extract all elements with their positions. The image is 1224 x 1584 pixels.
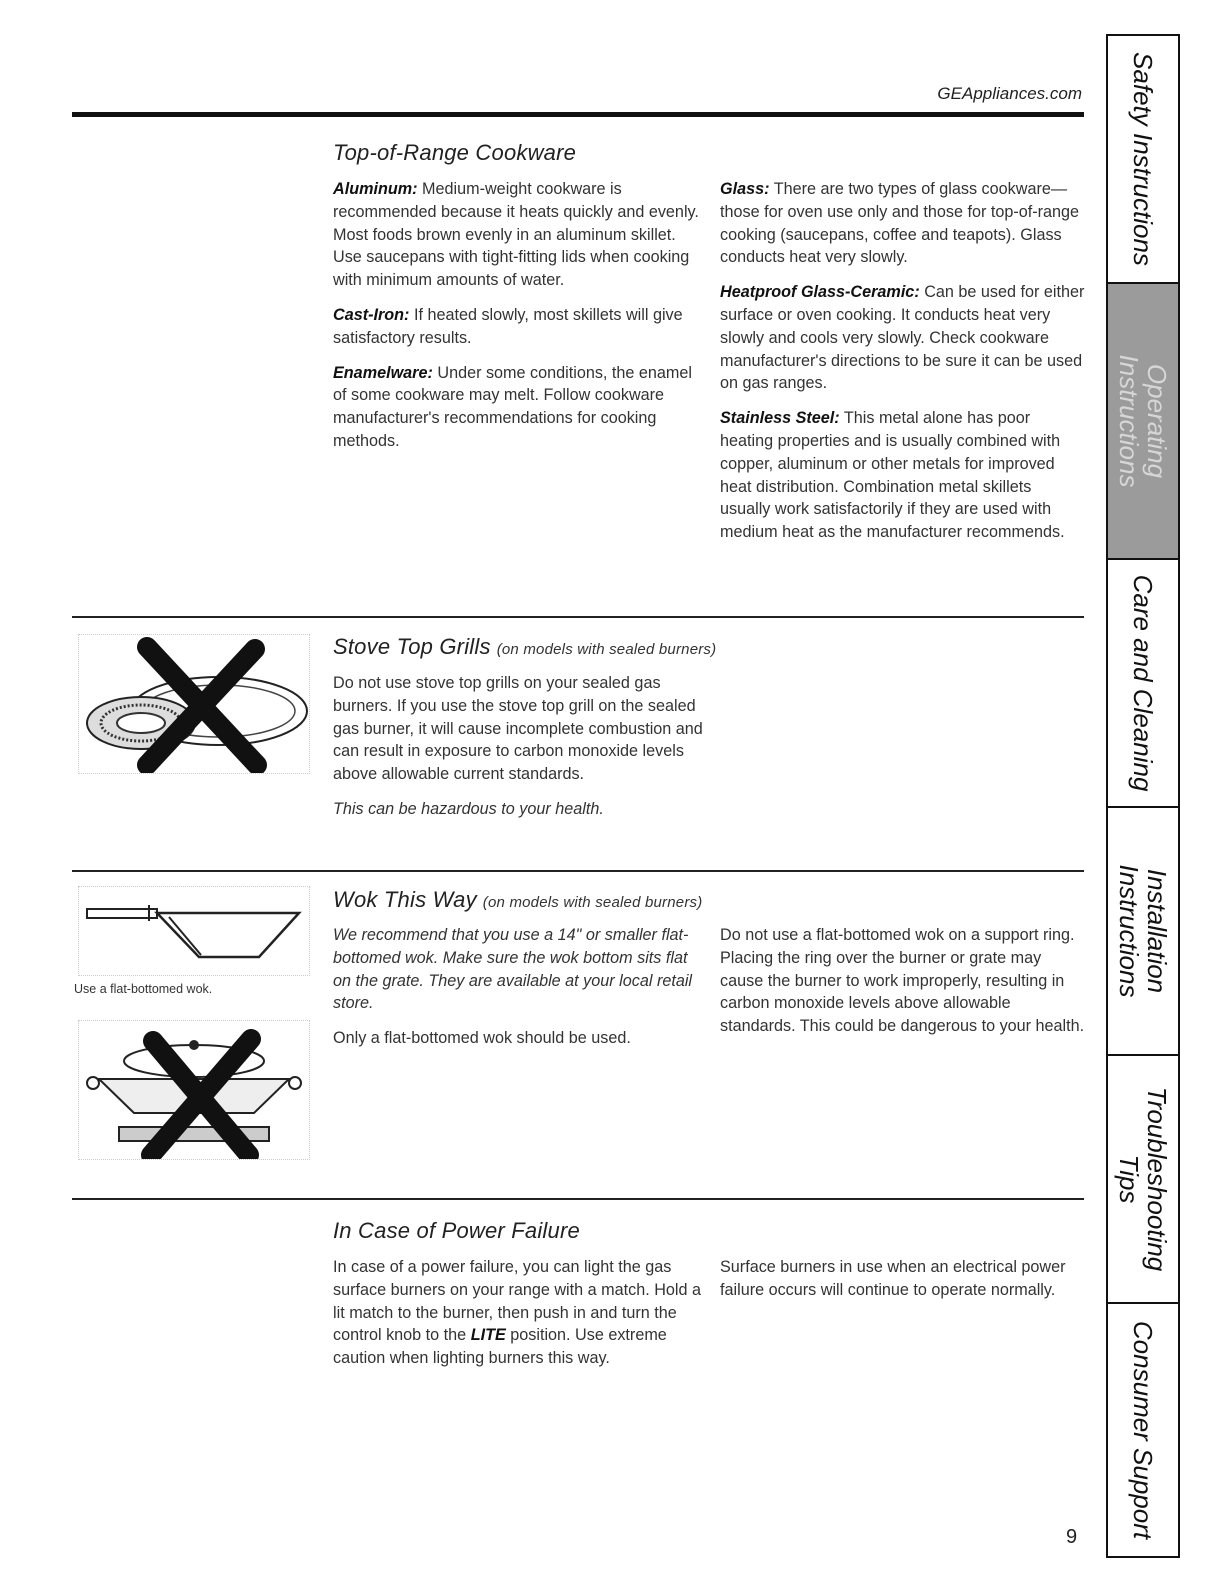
grills-text: Do not use stove top grills on your sealed gas burners. If you use the stove top grill on the sealed gas burner, it will cause incomplete combustion and can result in exposure to carbon monoxide levels above allowable current standards. — [333, 674, 703, 784]
page-number: 9 — [1066, 1526, 1078, 1548]
tab-consumer-support[interactable] — [1108, 1304, 1178, 1558]
grills-title-text: Stove Top Grills — [333, 634, 491, 659]
wok-warning: Do not use a flat-bottomed wok on a support ring. Placing the ring over the burner or grate may cause the burner to work improperly, resulting in carbon monoxide levels above allowable standards. This could be dangerous to your health. — [720, 926, 1085, 1036]
grills-title — [333, 634, 716, 660]
wok-title-text: Wok This Way — [333, 887, 477, 912]
site-url: GEAppliances.com — [937, 84, 1082, 103]
power-col2-text: Surface burners in use when an electrical power failure occurs will continue to operate normally. — [720, 1258, 1066, 1299]
cookware-col1 — [333, 178, 703, 453]
glass-ceramic-text: Can be used for either surface or oven cooking. It conducts heat very slowly and cools very slowly. Check cookware manufacturer's directions to be sure it can be used on gas ranges. — [720, 283, 1085, 393]
glass-ceramic-label: Heatproof Glass-Ceramic: — [720, 283, 920, 302]
power-col1 — [333, 1256, 703, 1370]
crossed-out-wok-icon — [79, 1021, 309, 1159]
power-text — [333, 1256, 703, 1370]
tab-label: Safety Instructions — [1128, 52, 1158, 266]
power-text-before: In case of a power failure, you can light the gas surface burners on your range with a match. Hold a lit match to the burner, then push in and turn the control knob to the — [333, 1258, 702, 1345]
enamelware-paragraph — [333, 362, 703, 453]
cast-iron-paragraph — [333, 304, 703, 350]
power-col2 — [720, 1256, 1085, 1302]
section-divider — [72, 616, 1084, 618]
cookware-col2 — [720, 178, 1085, 544]
cast-iron-text: If heated slowly, most skillets will give satisfactory results. — [333, 305, 683, 347]
tab-safety-instructions[interactable] — [1108, 34, 1178, 284]
stainless-paragraph — [720, 407, 1085, 544]
ring-wok-illustration — [78, 1020, 310, 1160]
aluminum-label: Aluminum: — [333, 180, 418, 198]
tab-label: Consumer Support — [1128, 1320, 1158, 1540]
crossed-out-grill-icon — [79, 635, 309, 773]
tab-operating-instructions[interactable] — [1108, 284, 1178, 560]
wok-title — [333, 887, 702, 913]
section-divider — [72, 870, 1084, 872]
tab-label: Installation Instructions — [1114, 864, 1172, 998]
lite-label: LITE — [470, 1326, 506, 1345]
header-rule — [72, 112, 1084, 117]
stainless-label: Stainless Steel: — [720, 409, 840, 428]
grills-body — [333, 672, 703, 821]
wok-subtitle: (on models with sealed burners) — [482, 894, 703, 911]
flat-wok-illustration — [78, 886, 310, 976]
tab-installation-instructions[interactable] — [1108, 808, 1178, 1056]
tab-care-and-cleaning[interactable] — [1108, 560, 1178, 808]
section-divider — [72, 1198, 1084, 1200]
aluminum-text: Medium-weight cookware is recommended because it heats quickly and evenly. Most foods brown evenly in an aluminum skillet. Use saucepans with tight-fitting lids when cooking with minimum amounts of water. — [333, 180, 699, 290]
cast-iron-label: Cast-Iron: — [333, 305, 410, 324]
wok-col2 — [720, 924, 1085, 1038]
glass-ceramic-paragraph — [720, 281, 1085, 395]
power-text-after: position. Use extreme caution when lighting burners this way. — [333, 1326, 667, 1368]
aluminum-paragraph — [333, 178, 703, 292]
glass-text: There are two types of glass cookware—those for oven use only and those for top-of-range cooking (saucepans, coffee and teapots). Glass conducts heat very slowly. — [720, 180, 1080, 267]
stainless-text: This metal alone has poor heating properties and is usually combined with copper, aluminum or other metals for improved heat distribution. Combination metal skillets usually work satisfactorily if they are used with medium heat as the manufacturer recommends. — [720, 409, 1065, 542]
flat-bottomed-wok-icon — [79, 887, 309, 975]
tab-label: Troubleshooting Tips — [1114, 1086, 1172, 1272]
stove-grill-illustration — [78, 634, 310, 774]
wok-caption: Use a flat-bottomed wok. — [74, 982, 213, 996]
glass-label: Glass: — [720, 180, 770, 198]
grills-warning: This can be hazardous to your health. — [333, 799, 604, 818]
grills-subtitle: (on models with sealed burners) — [496, 641, 717, 658]
enamelware-text: Under some conditions, the enamel of some cookware may melt. Follow cookware manufacturer's recommendations for cooking methods. — [333, 363, 693, 450]
wok-col1 — [333, 924, 703, 1050]
enamelware-label: Enamelware: — [333, 363, 433, 382]
tab-troubleshooting-tips[interactable] — [1108, 1056, 1178, 1304]
power-title: In Case of Power Failure — [333, 1218, 580, 1243]
wok-recommend: We recommend that you use a 14" or smaller flat-bottomed wok. Make sure the wok bottom sits flat on the grate. They are available at your local retail store. — [333, 926, 693, 1013]
tab-label: Care and Cleaning — [1128, 574, 1158, 792]
section-tabs — [1106, 34, 1180, 1558]
glass-paragraph — [720, 178, 1085, 269]
cookware-title: Top-of-Range Cookware — [333, 140, 577, 165]
wok-only-flat: Only a flat-bottomed wok should be used. — [333, 1029, 631, 1048]
tab-label: Operating Instructions — [1114, 354, 1172, 488]
